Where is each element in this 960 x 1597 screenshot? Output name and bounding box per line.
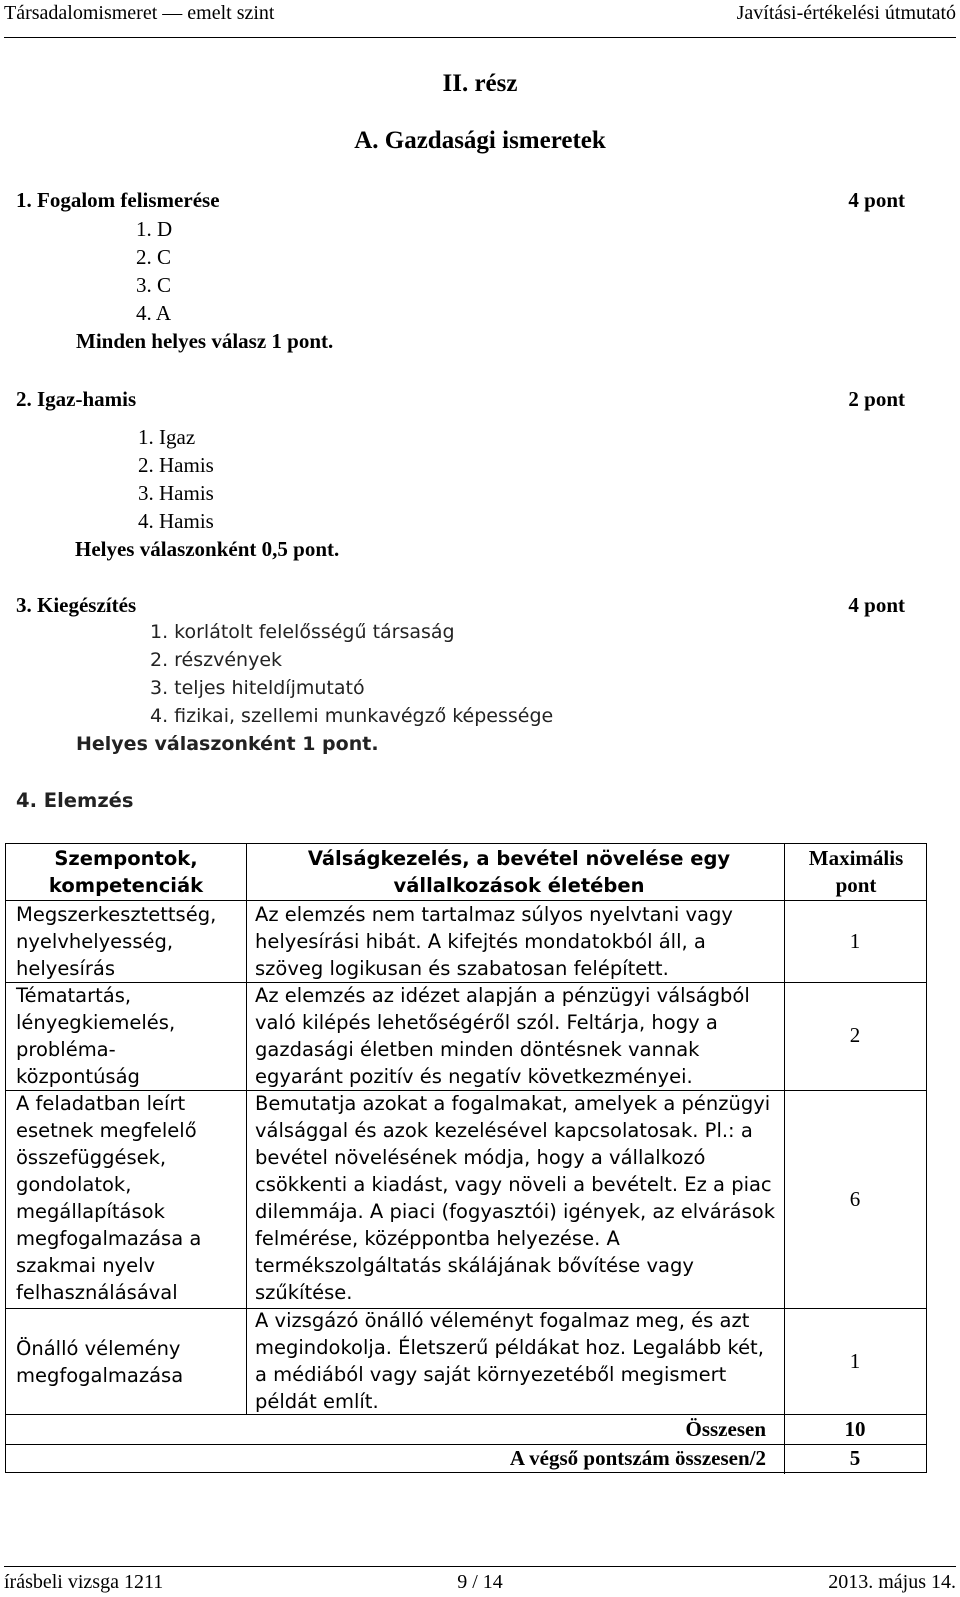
- header-left: Társadalomismeret — emelt szint: [4, 2, 275, 24]
- q4-title: 4. Elemzés: [16, 789, 134, 812]
- header-rule: [4, 37, 956, 38]
- q2-answer-2: 2. Hamis: [138, 453, 214, 477]
- q2-answer-1: 1. Igaz: [138, 425, 196, 449]
- head-criteria: Szempontok, kompetenciák: [48, 847, 204, 897]
- footer-right: 2013. május 14.: [828, 1571, 956, 1593]
- col-divider-1: [246, 844, 247, 1414]
- q3-points: 4 pont: [848, 593, 905, 617]
- row-4-points: 1: [849, 1349, 861, 1373]
- q1-note: Minden helyes válasz 1 pont.: [76, 329, 334, 353]
- row-1-points: 1: [849, 929, 861, 953]
- total-label: Összesen: [685, 1417, 766, 1441]
- row-2-criteria: Tématartás, lényegkiemelés, probléma-központúság: [16, 984, 176, 1088]
- final-value: 5: [849, 1446, 861, 1470]
- final-label: A végső pontszám összesen/2: [509, 1446, 766, 1470]
- evaluation-table: [5, 843, 927, 1473]
- part-title: II. rész: [442, 70, 518, 97]
- row-3-points: 6: [849, 1187, 861, 1211]
- header-right: Javítási-értékelési útmutató: [736, 2, 956, 24]
- q3-answer-4: 4. fizikai, szellemi munkavégző képessége: [150, 705, 554, 727]
- row-2-description: Az elemzés az idézet alapján a pénzügyi válságból való kilépés lehetőségéről szól. Feltárja, hogy a gazdasági életben minden döntésnek vannak egyaránt pozitív és negatív következményei.: [255, 984, 750, 1088]
- q1-answer-2: 2. C: [136, 245, 172, 269]
- q1-answer-1: 1. D: [136, 217, 173, 241]
- q2-answer-4: 4. Hamis: [138, 509, 214, 533]
- q1-title: 1. Fogalom felismerése: [16, 188, 220, 212]
- head-description: Válságkezelés, a bevétel növelése egy vállalkozások életében: [307, 847, 731, 897]
- row-3-criteria: A feladatban leírt esetnek megfelelő összefüggések, gondolatok, megállapítások megfogalmazása a szakmai nyelv felhasználásával: [16, 1092, 202, 1304]
- footer-rule: [4, 1566, 956, 1567]
- q1-points: 4 pont: [848, 188, 905, 212]
- q3-answer-2: 2. részvények: [150, 649, 283, 671]
- row-2-points: 2: [849, 1023, 861, 1047]
- q1-answer-3: 3. C: [136, 273, 172, 297]
- q2-note: Helyes válaszonként 0,5 pont.: [75, 537, 340, 561]
- q3-title: 3. Kiegészítés: [16, 593, 137, 617]
- row-1-description: Az elemzés nem tartalmaz súlyos nyelvtani vagy helyesírási hibát. A kifejtés mondatokból áll, a szöveg logikusan és szabatosan felépített.: [255, 903, 733, 980]
- q3-note: Helyes válaszonként 1 pont.: [76, 733, 379, 755]
- footer-left: írásbeli vizsga 1211: [4, 1571, 164, 1593]
- section-title: A. Gazdasági ismeretek: [354, 127, 606, 154]
- row-1-criteria: Megszerkesztettség, nyelvhelyesség, helyesírás: [16, 903, 217, 980]
- q3-answer-1: 1. korlátolt felelősségű társaság: [150, 621, 455, 643]
- head-max-points: Maximális pont: [808, 846, 904, 897]
- q2-title: 2. Igaz-hamis: [16, 387, 137, 411]
- q2-answer-3: 3. Hamis: [138, 481, 214, 505]
- row-3-description: Bemutatja azokat a fogalmakat, amelyek a pénzügyi válsággal és azok kezelésével kapcsolatosak. Pl.: a bevétel növelésének módja, hogy a vállalkozó csökkenti a kiadást, vagy növeli a bevételt. Ez a piac dilemmája. A piaci (fogyasztói) igények, az elvárások felmérése, középpontba helyezése. A termékszolgáltatás skálájának bővítése vagy szűkítése.: [255, 1092, 776, 1304]
- total-value: 10: [844, 1417, 866, 1441]
- q2-points: 2 pont: [848, 387, 905, 411]
- footer-center: 9 / 14: [457, 1571, 503, 1593]
- q1-answer-4: 4. A: [136, 301, 172, 325]
- row-4-description: A vizsgázó önálló véleményt fogalmaz meg, és azt megindokolja. Életszerű példákat hoz. Legalább két, a médiából vagy saját környezetéből megismert példát említ.: [255, 1309, 764, 1413]
- row-4-criteria: Önálló vélemény megfogalmazása: [16, 1337, 184, 1387]
- q3-answer-3: 3. teljes hiteldíjmutató: [150, 677, 365, 699]
